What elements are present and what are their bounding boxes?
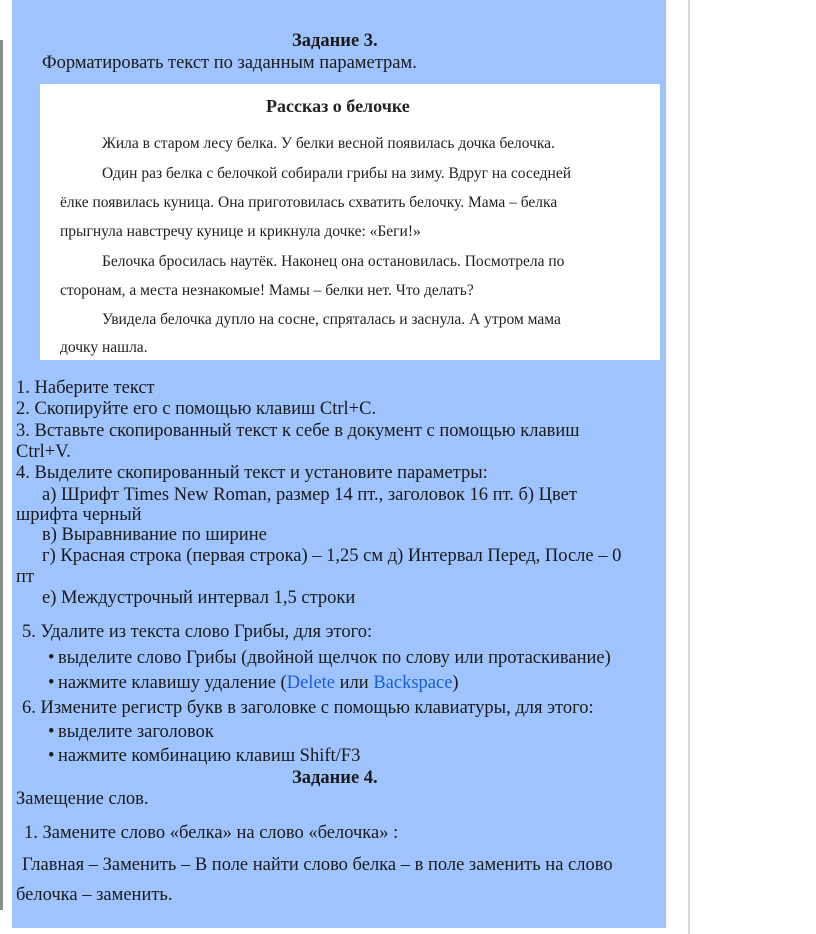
sample-line: Жила в старом лесу белка. У белки весной появилась дочка белочка. [102,135,555,152]
task-panel [12,0,666,928]
sample-line: Один раз белка с белочкой собирали грибы на зиму. Вдруг на соседней [102,165,571,182]
backspace-key-text: Backspace [373,673,453,693]
step-param-line: е) Междустрочный интервал 1,5 строки [42,588,356,608]
sample-text-image [40,84,660,360]
sample-line: Увидела белочка дупло на сосне, спряталась и заснула. А утром мама [102,311,561,328]
delete-key-text: Delete [286,673,336,693]
step-param-line: а) Шрифт Times New Roman, размер 14 пт., заголовок 16 пт. б) Цвет [42,485,577,505]
step-param-line: в) Выравнивание по ширине [42,525,267,545]
task4-path-line: белочка – заменить. [16,885,173,905]
sample-line: Белочка бросилась наутёк. Наконец она остановилась. Посмотрела по [102,253,565,270]
task4-heading: Задание 4. [292,768,378,788]
task4-step1: 1. Замените слово «белка» на слово «белочка» : [24,823,399,843]
bullet-icon: • [48,648,55,668]
step-line: Ctrl+V. [16,442,71,462]
sample-line: дочку нашла. [60,339,148,356]
task4-subtitle: Замещение слов. [16,789,149,809]
task3-heading: Задание 3. [292,31,378,51]
sample-line: прыгнула навстречу кунице и крикнула дочке: «Беги!» [60,223,421,240]
task3-subtitle: Форматировать текст по заданным параметрам. [42,53,417,73]
right-page-border [688,0,690,934]
left-page-border [0,40,3,910]
step5-bullet-2: • нажмите клавишу удаление (Delete или Backspace) [48,673,459,693]
step5-title: 5. Удалите из текста слово Грибы, для этого: [22,622,373,642]
step-line: 2. Скопируйте его с помощью клавиш Ctrl+C. [16,399,377,419]
step-line: 3. Вставьте скопированный текст к себе в документ с помощью клавиш [16,421,580,441]
sample-line: сторонам, а места незнакомые! Мамы – белки нет. Что делать? [60,282,474,299]
task4-path-line: Главная – Заменить – В поле найти слово белка – в поле заменить на слово [22,855,613,875]
sample-line: ёлке появилась куница. Она приготовилась схватить белочку. Мама – белка [60,194,558,211]
step5-bullet-1: • выделите слово Грибы (двойной щелчок по слову или протаскивание) [48,648,611,668]
step-param-line: г) Красная строка (первая строка) – 1,25 см д) Интервал Перед, После – 0 [42,546,622,566]
sample-title: Рассказ о белочке [266,96,410,116]
bullet-icon: • [48,746,55,766]
step6-title: 6. Измените регистр букв в заголовке с помощью клавиатуры, для этого: [22,698,594,718]
step6-bullet-1: • выделите заголовок [48,722,214,742]
step6-bullet-2: • нажмите комбинацию клавиш Shift/F3 [48,746,361,766]
step-param-line: шрифта черный [16,505,142,525]
step-line: 4. Выделите скопированный текст и установите параметры: [16,463,488,483]
step-line: 1. Наберите текст [16,378,155,398]
step-param-line: пт [16,567,34,587]
bullet-icon: • [48,722,55,742]
bullet-icon: • [48,673,55,693]
